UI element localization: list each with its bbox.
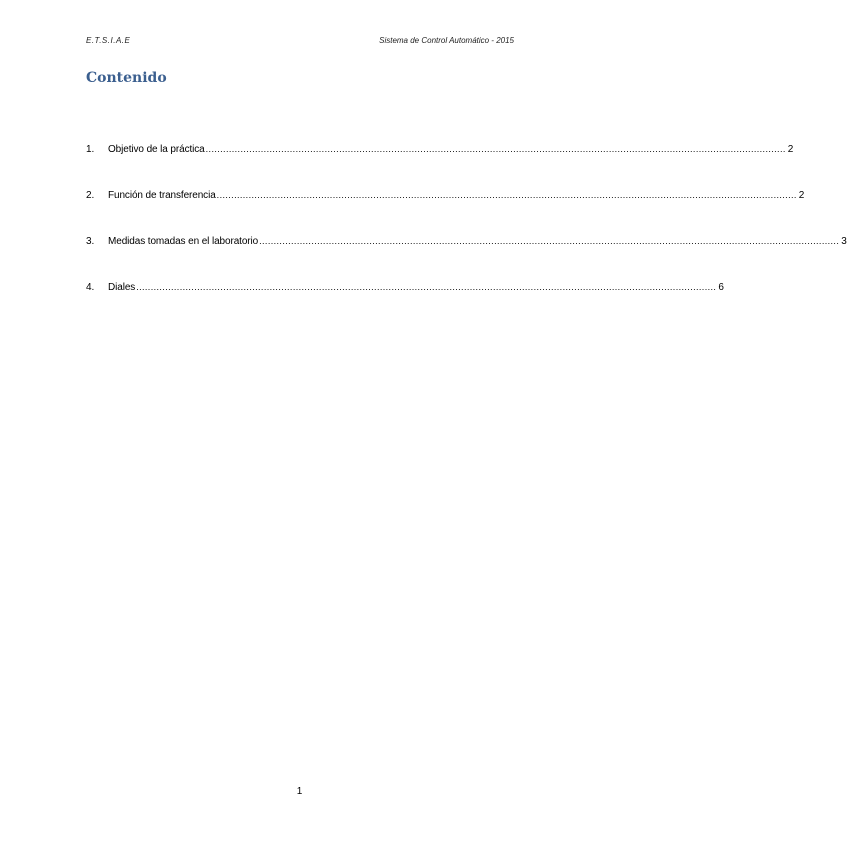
toc-entry-text: Función de transferencia (108, 190, 216, 201)
toc-entry-text: Diales (108, 282, 136, 293)
toc-entry-text: Medidas tomadas en el laboratorio (108, 236, 259, 247)
header-school: E.T.S.I.A.E (86, 36, 131, 45)
toc-entry-medidas[interactable] (86, 234, 847, 248)
toc-entry-page: 2 (787, 144, 794, 155)
toc-entry-page: 3 (841, 236, 847, 247)
toc-entry-text: Objetivo de la práctica (108, 144, 205, 155)
toc-entry-number: 1. (86, 144, 95, 155)
toc-entry-number: 4. (86, 282, 95, 293)
toc-title: Contenido (86, 70, 167, 86)
toc-entry-page: 6 (718, 282, 724, 293)
toc-entry-number: 2. (86, 190, 95, 201)
toc-entry-diales[interactable] (86, 280, 724, 294)
page-number: 1 (296, 786, 303, 797)
toc-leader-dots: ........................................................................................................................................................................................................ (136, 282, 717, 292)
toc-leader-dots: ........................................................................................................................................................................................................ (259, 236, 840, 246)
toc-leader-dots: ........................................................................................................................................................................................................ (216, 190, 797, 200)
toc-entry-funcion[interactable] (86, 188, 805, 202)
toc-entry-number: 3. (86, 236, 95, 247)
toc-entry-page: 2 (798, 190, 805, 201)
header-course: Sistema de Control Automático - 2015 (379, 36, 514, 45)
toc-entry-objetivo[interactable] (86, 142, 794, 156)
toc-leader-dots: ........................................................................................................................................................................................................ (205, 144, 786, 154)
table-of-contents (86, 142, 847, 326)
